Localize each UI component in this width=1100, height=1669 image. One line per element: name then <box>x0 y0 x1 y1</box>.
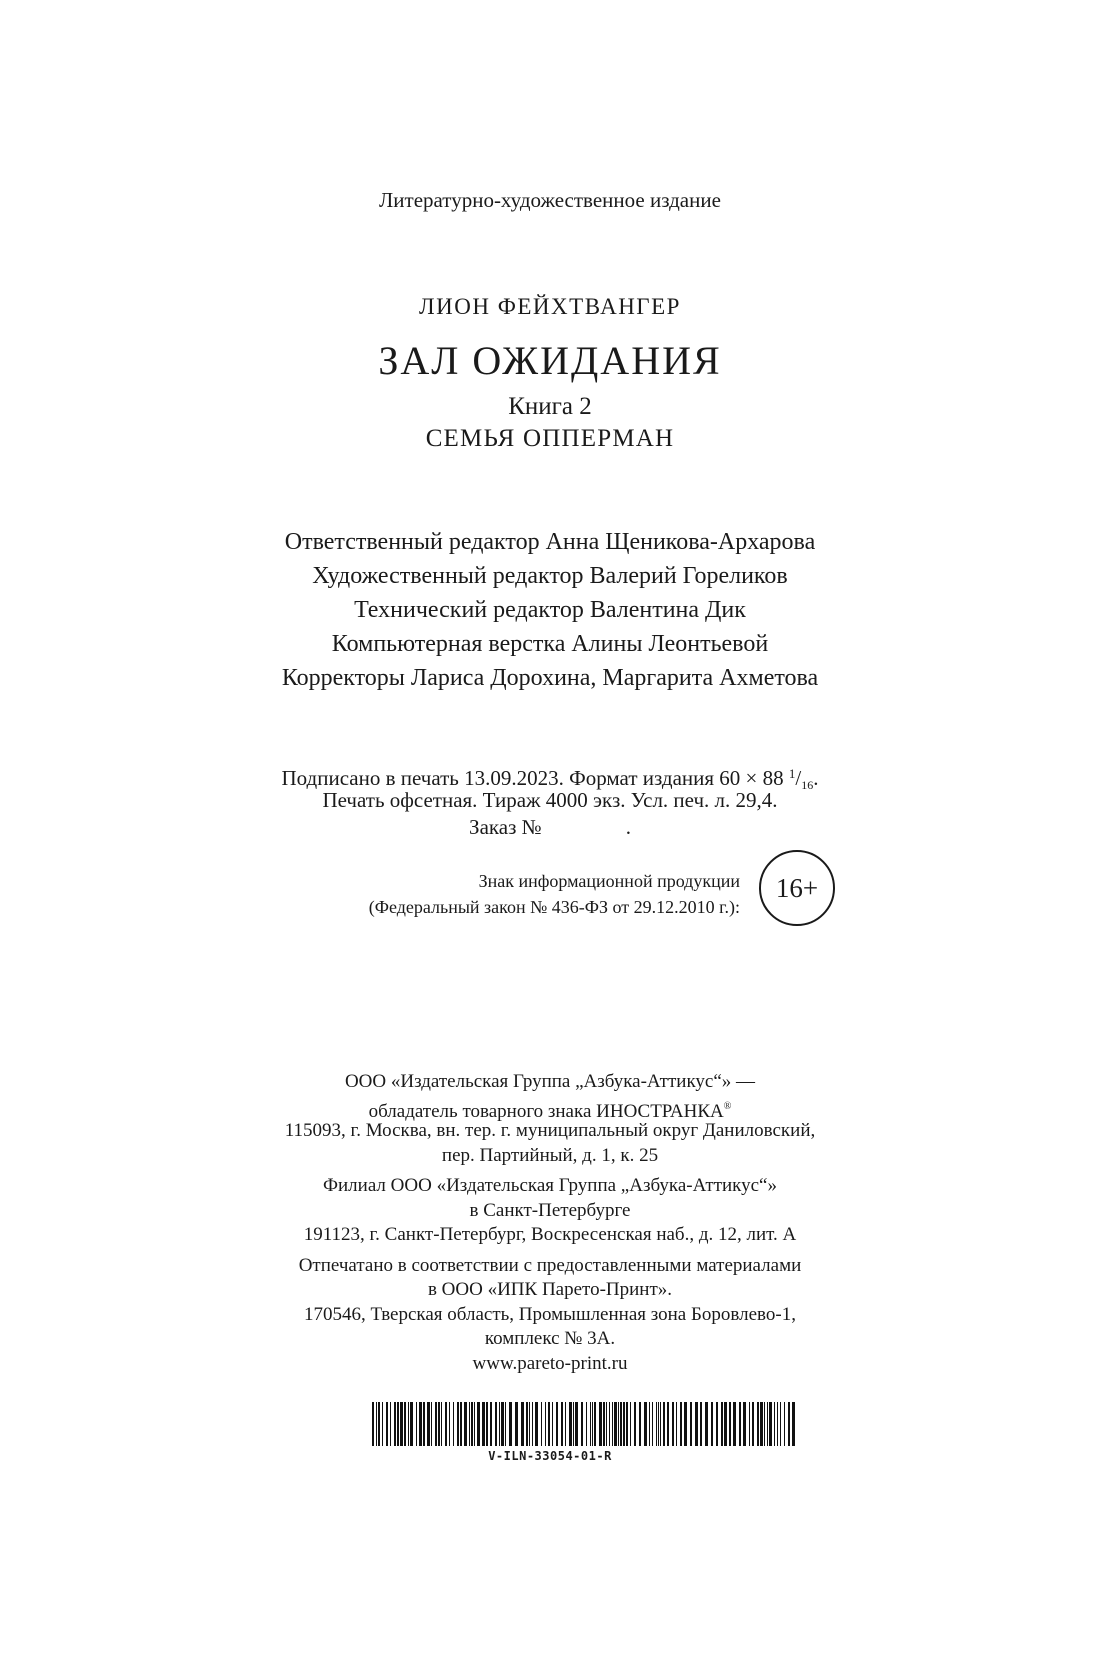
barcode-bar <box>386 1402 388 1446</box>
barcode-bar <box>614 1402 617 1446</box>
barcode-bar <box>471 1402 473 1446</box>
printer-website: www.pareto-print.ru <box>472 1352 628 1374</box>
printer-line: Отпечатано в соответствии с предоставленными материалами <box>298 1254 802 1276</box>
barcode-bar <box>441 1402 442 1446</box>
staff-line: Компьютерная верстка Алины Леонтьевой <box>331 631 769 657</box>
age-rating-line: Знак информационной продукции <box>478 871 740 891</box>
barcode-bar <box>749 1402 750 1446</box>
barcode-bar <box>390 1402 391 1446</box>
barcode-bar <box>416 1402 417 1446</box>
barcode-bar <box>501 1402 504 1446</box>
barcode-bar <box>423 1402 425 1446</box>
print-line-order <box>0 814 1100 841</box>
barcode-bar <box>535 1402 538 1446</box>
barcode-bar <box>575 1402 578 1446</box>
barcode-bar <box>521 1402 524 1446</box>
author-name: ЛИОН ФЕЙХТВАНГЕР <box>419 294 681 319</box>
barcode-bar <box>408 1402 409 1446</box>
barcode-bar <box>592 1402 593 1446</box>
barcode-bar <box>526 1402 528 1446</box>
order-label: Заказ № <box>469 815 542 839</box>
publisher-info <box>0 1070 1100 1376</box>
barcode-bar <box>700 1402 702 1446</box>
barcode-bar <box>397 1402 399 1446</box>
print-info <box>0 760 1100 841</box>
barcode-bar <box>658 1402 659 1446</box>
barcode-bar <box>764 1402 765 1446</box>
branch-address: 191123, г. Санкт-Петербург, Воскресенская наб., д. 12, лит. А <box>303 1224 797 1245</box>
barcode-bar <box>548 1402 550 1446</box>
barcode-bar <box>695 1402 698 1446</box>
registered-mark: ® <box>723 1100 732 1112</box>
barcode-bar <box>529 1402 530 1446</box>
book-subtitle: СЕМЬЯ ОППЕРМАН <box>425 425 675 452</box>
barcode-bar <box>623 1402 625 1446</box>
barcode-bar <box>716 1402 718 1446</box>
barcode-bar <box>515 1402 518 1446</box>
barcode-bar <box>656 1402 657 1446</box>
barcode-bar <box>569 1402 572 1446</box>
barcode-bar <box>760 1402 763 1446</box>
barcode-bar <box>609 1402 610 1446</box>
publisher-trademark-line <box>0 1095 1100 1120</box>
barcode-bar <box>721 1402 723 1446</box>
age-rating-value: 16+ <box>775 872 819 903</box>
barcode-bar <box>667 1402 669 1446</box>
barcode-bar <box>660 1402 661 1446</box>
barcode-bar <box>378 1402 380 1446</box>
publisher-address: пер. Партийный, д. 1, к. 25 <box>441 1144 659 1166</box>
barcode-bar <box>724 1402 727 1446</box>
barcode-bar <box>382 1402 383 1446</box>
barcode-bar <box>404 1402 406 1446</box>
barcode-bar <box>606 1402 607 1446</box>
barcode-bar <box>652 1402 653 1446</box>
barcode-bar <box>680 1402 682 1446</box>
barcode-bar <box>792 1402 795 1446</box>
barcode-bar <box>788 1402 790 1446</box>
barcode <box>372 1402 797 1446</box>
barcode-bar <box>556 1402 558 1446</box>
age-rating-text <box>300 868 740 920</box>
format-slash: / <box>795 766 802 790</box>
order-end: . <box>625 815 631 839</box>
barcode-bar <box>445 1402 447 1446</box>
barcode-bar <box>690 1402 692 1446</box>
barcode-bar <box>676 1402 677 1446</box>
barcode-bar <box>769 1402 772 1446</box>
barcode-bar <box>743 1402 746 1446</box>
barcode-bar <box>561 1402 563 1446</box>
barcode-bar <box>474 1402 475 1446</box>
barcode-bar <box>757 1402 759 1446</box>
barcode-bar <box>581 1402 583 1446</box>
printer-line: в ООО «ИПК Парето-Принт». <box>427 1279 673 1300</box>
barcode-bar <box>431 1402 432 1446</box>
barcode-bar <box>705 1402 708 1446</box>
barcode-bar <box>644 1402 647 1446</box>
trademark-text: обладатель товарного знака ИНОСТРАНКА <box>368 1100 724 1122</box>
barcode-bar <box>482 1402 485 1446</box>
barcode-bar <box>573 1402 574 1446</box>
branch-line: в Санкт-Петербурге <box>469 1199 631 1221</box>
barcode-bar <box>774 1402 775 1446</box>
printer-address: комплекс № 3А. <box>484 1328 616 1349</box>
barcode-bar <box>711 1402 713 1446</box>
book-number: Книга 2 <box>508 393 592 420</box>
barcode-bar <box>729 1402 731 1446</box>
barcode-bar <box>477 1402 480 1446</box>
branch-line: Филиал ООО «Издательская Группа „Азбука-Аттикус“» <box>323 1175 777 1196</box>
staff-line: Ответственный редактор Анна Щеникова-Архарова <box>284 529 816 555</box>
barcode-bar <box>505 1402 506 1446</box>
publisher-line: ООО «Издательская Группа „Азбука-Аттикус“» — <box>344 1071 756 1092</box>
barcode-bar <box>599 1402 602 1446</box>
editorial-staff <box>0 525 1100 695</box>
print-line-format <box>0 760 1100 792</box>
barcode-bar <box>752 1402 754 1446</box>
barcode-bar <box>603 1402 605 1446</box>
barcode-bar <box>590 1402 591 1446</box>
barcode-bar <box>438 1402 440 1446</box>
staff-line: Технический редактор Валентина Дик <box>354 597 746 623</box>
barcode-bar <box>419 1402 422 1446</box>
staff-line: Корректоры Лариса Дорохина, Маргарита Ахметова <box>281 665 819 691</box>
age-rating-badge <box>759 850 835 926</box>
barcode-bar <box>435 1402 437 1446</box>
barcode-bar <box>372 1402 374 1446</box>
barcode-bar <box>565 1402 566 1446</box>
barcode-bar <box>784 1402 785 1446</box>
barcode-caption: V-ILN-33054-01-R <box>488 1449 612 1463</box>
publisher-address: 115093, г. Москва, вн. тер. г. муниципальный округ Даниловский, <box>284 1120 816 1141</box>
barcode-bar <box>612 1402 613 1446</box>
barcode-bar <box>630 1402 631 1446</box>
barcode-bar <box>499 1402 500 1446</box>
barcode-bar <box>449 1402 450 1446</box>
barcode-bar <box>427 1402 430 1446</box>
barcode-bar <box>457 1402 459 1446</box>
barcode-bar <box>780 1402 781 1446</box>
barcode-bar <box>469 1402 470 1446</box>
staff-line: Художественный редактор Валерий Гореликов <box>312 563 788 589</box>
printer-address: 170546, Тверская область, Промышленная зона Боровлево-1, <box>304 1303 796 1325</box>
barcode-bar <box>586 1402 587 1446</box>
barcode-bar <box>460 1402 462 1446</box>
barcode-bar <box>777 1402 778 1446</box>
barcode-bar <box>453 1402 454 1446</box>
barcode-bar <box>684 1402 687 1446</box>
barcode-bar <box>490 1402 492 1446</box>
barcode-bar <box>486 1402 488 1446</box>
genre-line: Литературно-художественное издание <box>379 188 721 212</box>
barcode-bar <box>626 1402 628 1446</box>
barcode-bar <box>634 1402 636 1446</box>
barcode-bar <box>739 1402 741 1446</box>
barcode-bar <box>639 1402 641 1446</box>
barcode-bar <box>495 1402 497 1446</box>
barcode-bar <box>733 1402 736 1446</box>
print-format-text: Подписано в печать 13.09.2023. Формат издания 60 × 88 <box>281 766 789 790</box>
barcode-bar <box>620 1402 622 1446</box>
format-numerator: 1 <box>788 766 796 781</box>
barcode-bar <box>410 1402 413 1446</box>
age-rating-law: (Федеральный закон № 436-ФЗ от 29.12.2010 г.): <box>368 897 740 917</box>
book-title: ЗАЛ ОЖИДАНИЯ <box>378 338 722 383</box>
barcode-bar <box>400 1402 403 1446</box>
print-line-run: Печать офсетная. Тираж 4000 экз. Усл. печ. л. 29,4. <box>322 788 778 812</box>
barcode-bar <box>464 1402 467 1446</box>
barcode-bar <box>376 1402 377 1446</box>
barcode-bar <box>672 1402 674 1446</box>
barcode-bar <box>649 1402 650 1446</box>
barcode-bar <box>394 1402 396 1446</box>
barcode-bar <box>532 1402 533 1446</box>
barcode-bar <box>509 1402 512 1446</box>
barcode-bar <box>618 1402 619 1446</box>
format-denominator: 16 <box>801 778 814 792</box>
barcode-bar <box>541 1402 542 1446</box>
barcode-bar <box>545 1402 546 1446</box>
barcode-bar <box>552 1402 553 1446</box>
barcode-bar <box>594 1402 596 1446</box>
barcode-bar <box>767 1402 768 1446</box>
format-end: . <box>813 766 819 790</box>
barcode-bar <box>663 1402 665 1446</box>
